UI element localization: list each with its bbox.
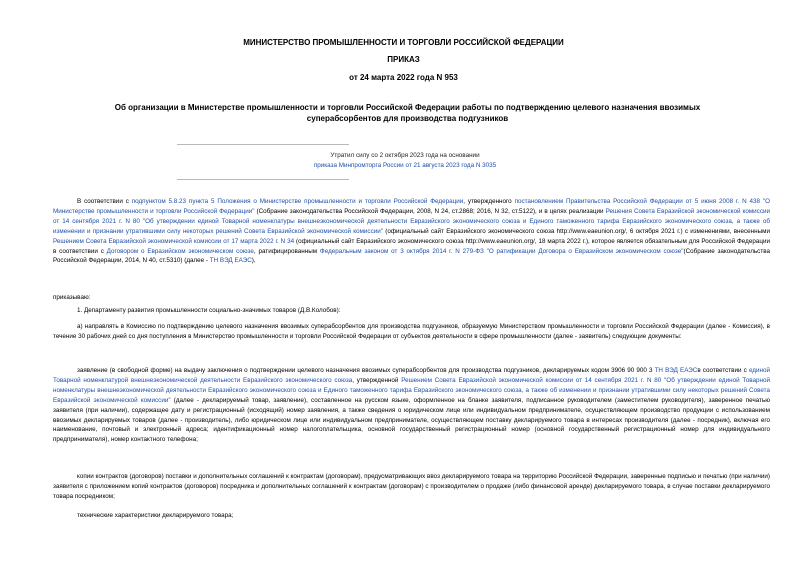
ministry-heading: МИНИСТЕРСТВО ПРОМЫШЛЕННОСТИ И ТОРГОВЛИ РОССИЙСКОЙ ФЕДЕРАЦИИ bbox=[243, 38, 564, 47]
status-note bbox=[240, 151, 570, 171]
status-note-link[interactable]: приказа Минпромторга России от 21 августа 2023 года N 3035 bbox=[313, 162, 497, 169]
intro-text-6: , ратифицированным bbox=[253, 247, 320, 255]
link-commodity-nomenclature[interactable]: единой Товарной номенклатурой внешнеэкономической деятельности Евразийского экономического союза bbox=[53, 367, 770, 384]
contracts-paragraph: копии контрактов (договоров) поставки и дополнительных соглашений к контрактам (договорам), предусматривающих ввоз декларируемого товара на территорию Российской Федерации, заверенные подписью и печатью (при наличии) заявителя с приложением копий контрактов (договоров) посредника и дополнительных соглашений к контрактам (договорам) с производителем о продаже (либо финансовой аренде) декларируемого товара, в случае поставки декларируемого товара посредником; bbox=[53, 473, 770, 500]
link-regulation-subclause[interactable]: подпунктом 5.8.23 пункта 5 Положения о Министерстве промышленности и торговли Российской Федерации bbox=[131, 198, 464, 205]
divider-bottom bbox=[177, 179, 349, 180]
doc-date-heading: от 24 марта 2022 года N 953 bbox=[349, 73, 458, 82]
link-eec-decision-80-b[interactable]: Решением Совета Евразийской экономической комиссии от 14 сентября 2021 г. N 80 "Об утверждении единой Товарной номенклатуры внешнеэкономической деятельности Евразийского экономического союза и Единого таможенного тарифа Евразийского экономического союза, а также об изменении и признании утратившими силу некоторых решений Совета Евразийской экономической комиссии" bbox=[53, 376, 770, 404]
link-federal-law-279[interactable]: Федеральным законом от 3 октября 2014 г. N 279-ФЗ "О ратификации Договора о Евразийском экономическом союзе" bbox=[319, 247, 684, 255]
intro-text-7: (Собрание законодательства Российской Федерации, 2014, N 40, ст.5310) (далее - bbox=[53, 247, 770, 265]
status-note-text: Утратил силу со 2 октября 2023 года на основании bbox=[330, 152, 480, 159]
intro-text-4: (официальный сайт Евразийского экономического союза http://www.eaeunion.org/, 6 октября 2021 г.) с изменениями, внесенными bbox=[383, 227, 770, 235]
application-text-3: , утвержденной bbox=[352, 376, 402, 384]
application-text-2: в соответствии с bbox=[697, 367, 749, 374]
intro-text-8: ), bbox=[251, 257, 256, 265]
link-tn-ved[interactable]: ТН ВЭД ЕАЭС bbox=[209, 257, 252, 265]
intro-text-3: (Собрание законодательства Российской Федерации, 2008, N 24, ст.2868; 2016, N 32, ст.5122), и в целях реализации bbox=[254, 207, 606, 215]
intro-paragraph bbox=[53, 197, 770, 266]
item-a: а) направлять в Комиссию по подтверждению целевого назначения ввозимых суперабсорбентов для производства подгузников, образуемую Министерством промышленности и торговли Российской Федерации (далее - Комиссия), в течение 30 рабочих дней со дня поступления в Министерство промышленности и торговли Российской Федерации от субъектов деятельности в сфере промышленности (далее - заявитель) следующие документы: bbox=[53, 323, 770, 340]
document-title: Об организации в Министерстве промышленности и торговли Российской Федерации работы по подтверждению целевого назначения ввозимых суперабсорбентов для производства подгузников bbox=[114, 103, 701, 123]
specs-paragraph: технические характеристики декларируемого товара; bbox=[77, 512, 234, 519]
application-text-4: (далее - декларируемый товар, заявление), составленное на русском языке, оформленное на бланке заявителя, подписанное руководителем (заместителем руководителя), заверенное печатью заявителя (при наличии), содержащее дату и регистрационный (исходящий) номер заявления, а также сведения о юридическом лице или индивидуальном предпринимателе, осуществляющем производство продукции с использованием ввозимых декларируемых товаров (далее - производитель), либо юридическом лице или индивидуальном предпринимателе, осуществляющем поставку декларируемого товара в интересах производителя (далее - посредник), включая его наименование, почтовый и электронный адреса; идентификационный номер налогоплательщика, основной государственный регистрационный номер (основной государственный регистрационный номер для индивидуального предпринимателя), номер контактного телефона; bbox=[53, 396, 770, 444]
doc-type-heading: ПРИКАЗ bbox=[387, 55, 420, 64]
link-eec-decision-34[interactable]: Решением Совета Евразийской экономической комиссии от 17 марта 2022 г. N 34 bbox=[53, 237, 295, 245]
intro-text-2: , утвержденного bbox=[463, 198, 515, 205]
item-1: 1. Департаменту развития промышленности социально-значимых товаров (Д.В.Колобов): bbox=[77, 307, 341, 314]
link-eec-decision-80[interactable]: Решения Совета Евразийской экономической комиссии от 14 сентября 2021 г. N 80 "Об утверждении единой Товарной номенклатуры внешнеэкономической деятельности Евразийского экономического союза и Единого таможенного тарифа Евразийского экономического союза, а также об изменении и признании утратившими силу некоторых решений Совета Евразийской экономической комиссии" bbox=[53, 207, 770, 235]
intro-text-5: (официальный сайт Евразийского экономического союза http://www.eaeunion.org/, 18 марта 2022 г.), которое является обязательным для Российской Федерации в соответствии с bbox=[53, 237, 770, 255]
orders-line: приказываю: bbox=[53, 294, 91, 301]
divider-top bbox=[177, 144, 349, 145]
link-government-decree-438[interactable]: постановлением Правительства Российской Федерации от 5 июня 2008 г. N 438 "О Министерстве промышленности и торговли Российской Федерации" bbox=[53, 198, 771, 215]
intro-text-1: В соответствии с bbox=[77, 198, 132, 205]
link-tn-ved-code[interactable]: ТН ВЭД ЕАЭС bbox=[654, 367, 698, 374]
application-paragraph bbox=[53, 366, 770, 445]
link-eaeu-treaty[interactable]: Договором о Евразийском экономическом союзе bbox=[106, 247, 254, 255]
application-text-1: заявление (в свободной форме) на выдачу заключения о подтверждении целевого назначения ввозимых суперабсорбентов для производства подгузников, декларируемых кодом 3906 90 900 3 bbox=[77, 367, 655, 374]
